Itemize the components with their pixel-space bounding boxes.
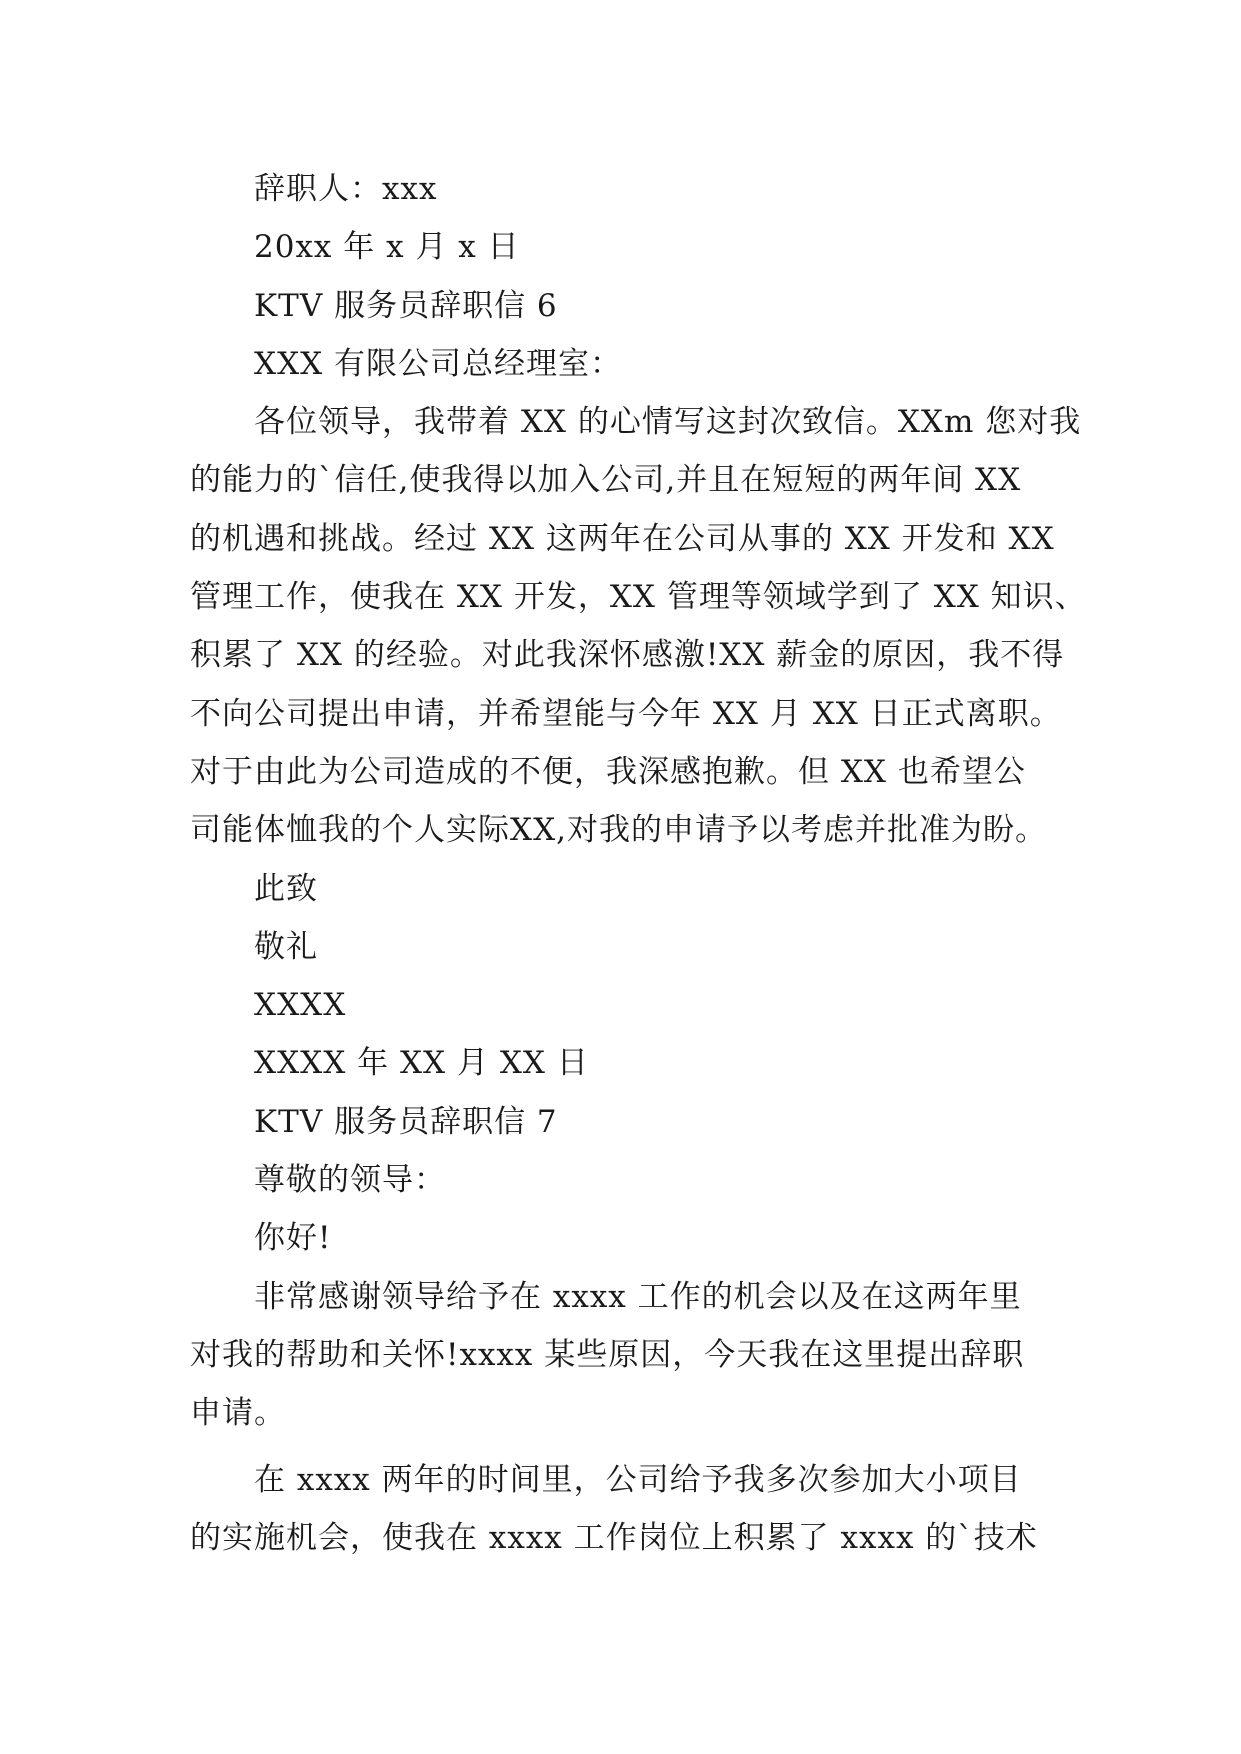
text-line: 不向公司提出申请，并希望能与今年 XX 月 XX 日正式离职。	[190, 695, 1062, 732]
section-heading: KTV 服务员辞职信 7	[254, 1103, 558, 1140]
text-line: 对于由此为公司造成的不便，我深感抱歉。但 XX 也希望公	[190, 753, 1026, 790]
text-line: 你好!	[254, 1220, 332, 1257]
text-line: 司能体恤我的个人实际XX,对我的申请予以考虑并批准为盼。	[190, 812, 1047, 849]
text-line: 积累了 XX 的经验。对此我深怀感激!XX 薪金的原因，我不得	[190, 637, 1065, 674]
text-line: 此致	[254, 870, 318, 907]
text-line: XXXX	[254, 987, 347, 1024]
text-line: 的实施机会，使我在 xxxx 工作岗位上积累了 xxxx 的`技术	[190, 1519, 1038, 1556]
text-line: 的能力的`信任,使我得以加入公司,并且在短短的两年间 XX	[190, 462, 1022, 499]
text-line: XXXX 年 XX 月 XX 日	[254, 1045, 589, 1082]
text-line: 管理工作，使我在 XX 开发，XX 管理等领域学到了 XX 知识、	[190, 579, 1087, 616]
document-body	[190, 160, 1087, 1567]
text-line: 申请。	[190, 1395, 286, 1432]
text-line: 敬礼	[254, 928, 318, 965]
text-line: 各位领导，我带着 XX 的心情写这封次致信。XXm 您对我	[254, 404, 1082, 441]
text-line: 辞职人：xxx	[254, 171, 438, 207]
section-heading: KTV 服务员辞职信 6	[254, 287, 558, 324]
text-line: 在 xxxx 两年的时间里，公司给予我多次参加大小项目	[254, 1461, 1022, 1498]
text-line: 非常感谢领导给予在 xxxx 工作的机会以及在这两年里	[254, 1278, 1022, 1315]
text-line: 20xx 年 x 月 x 日	[254, 229, 520, 266]
text-line: 尊敬的领导：	[254, 1162, 446, 1199]
text-line: 的机遇和挑战。经过 XX 这两年在公司从事的 XX 开发和 XX	[190, 520, 1055, 557]
text-line: XXX 有限公司总经理室：	[254, 345, 623, 382]
text-line: 对我的帮助和关怀!xxxx 某些原因，今天我在这里提出辞职	[190, 1336, 1025, 1373]
